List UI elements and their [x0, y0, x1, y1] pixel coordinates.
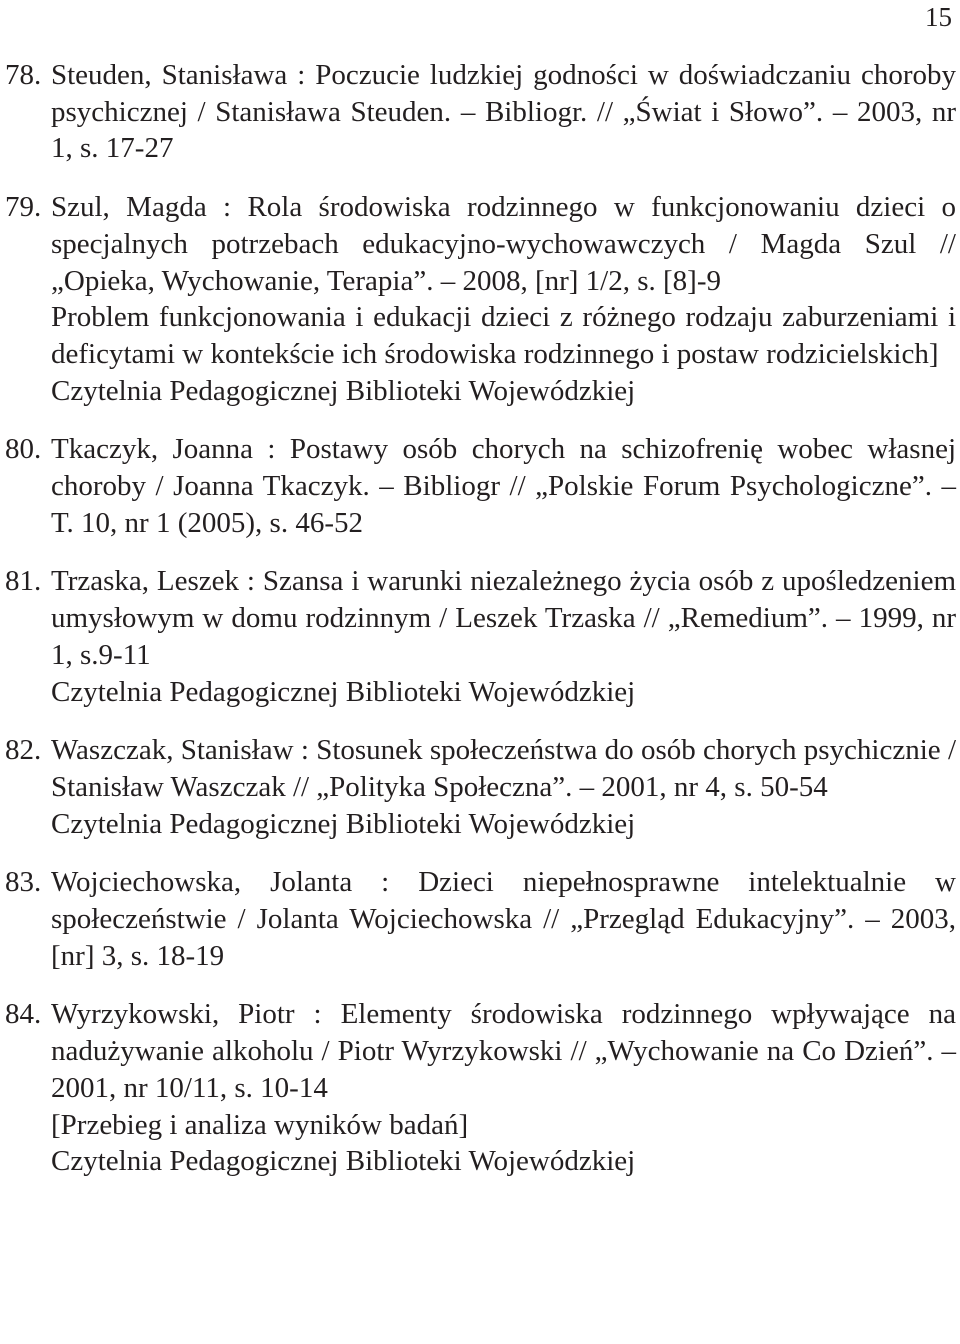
entry-location: Czytelnia Pedagogicznej Biblioteki Wojewódzkiej [51, 1145, 636, 1178]
entry-note: [Przebieg i analiza wyników badań] [51, 1108, 469, 1141]
bibliography-entry [5, 996, 956, 1180]
entry-number: 80. [5, 433, 42, 466]
bibliography-entry [5, 431, 956, 541]
entry-location: Czytelnia Pedagogicznej Biblioteki Wojewódzkiej [51, 675, 636, 708]
entry-number: 78. [5, 59, 42, 91]
entry-location: Czytelnia Pedagogicznej Biblioteki Wojewódzkiej [51, 807, 636, 840]
bibliography-entry [5, 864, 956, 974]
entry-number: 82. [5, 734, 42, 767]
entry-number: 84. [5, 998, 42, 1031]
entry-note: Problem funkcjonowania i edukacji dzieci z różnego rodzaju zaburzeniami i deficytami w kontekście ich środowiska rodzinnego i postaw rodzicielskich] [51, 301, 956, 370]
entry-citation: Steuden, Stanisława : Poczucie ludzkiej godności w doświadczaniu choroby psychicznej / Stanisława Steuden. – Bibliogr. // „Świat i Słowo”. – 2003, nr 1, s. 17-27 [51, 59, 956, 165]
page-number: 15 [925, 2, 952, 32]
entry-citation: Szul, Magda : Rola środowiska rodzinnego w funkcjonowaniu dzieci o specjalnych potrzebach edukacyjno-wychowawczych / Magda Szul // „Opieka, Wychowanie, Terapia”. – 2008, [nr] 1/2, s. [8]-9 [51, 191, 956, 297]
entry-citation: Tkaczyk, Joanna : Postawy osób chorych na schizofrenię wobec własnej choroby / Joanna Tkaczyk. – Bibliogr // „Polskie Forum Psychologiczne”. – T. 10, nr 1 (2005), s. 46-52 [51, 433, 956, 539]
entry-location: Czytelnia Pedagogicznej Biblioteki Wojewódzkiej [51, 374, 636, 407]
bibliography-entry [5, 732, 956, 842]
entry-citation: Wojciechowska, Jolanta : Dzieci niepełnosprawne intelektualnie w społeczeństwie / Jolanta Wojciechowska // „Przegląd Edukacyjny”. – 2003, [nr] 3, s. 18-19 [51, 866, 956, 972]
bibliography-entry [5, 189, 956, 409]
bibliography-entry [5, 57, 956, 167]
entry-citation: Wyrzykowski, Piotr : Elementy środowiska rodzinnego wpływające na nadużywanie alkoholu / Piotr Wyrzykowski // „Wychowanie na Co Dzień”. – 2001, nr 10/11, s. 10-14 [51, 998, 956, 1104]
entry-citation: Trzaska, Leszek : Szansa i warunki niezależnego życia osób z upośledzeniem umysłowym w domu rodzinnym / Leszek Trzaska // „Remedium”. – 1999, nr 1, s.9-11 [51, 565, 956, 671]
bibliography-entry [5, 563, 956, 710]
entry-number: 79. [5, 191, 42, 224]
entry-citation: Waszczak, Stanisław : Stosunek społeczeństwa do osób chorych psychicznie / Stanisław Waszczak // „Polityka Społeczna”. – 2001, nr 4, s. 50-54 [51, 734, 956, 803]
bibliography-list [5, 57, 956, 1202]
entry-number: 81. [5, 565, 42, 598]
entry-number: 83. [5, 866, 42, 899]
